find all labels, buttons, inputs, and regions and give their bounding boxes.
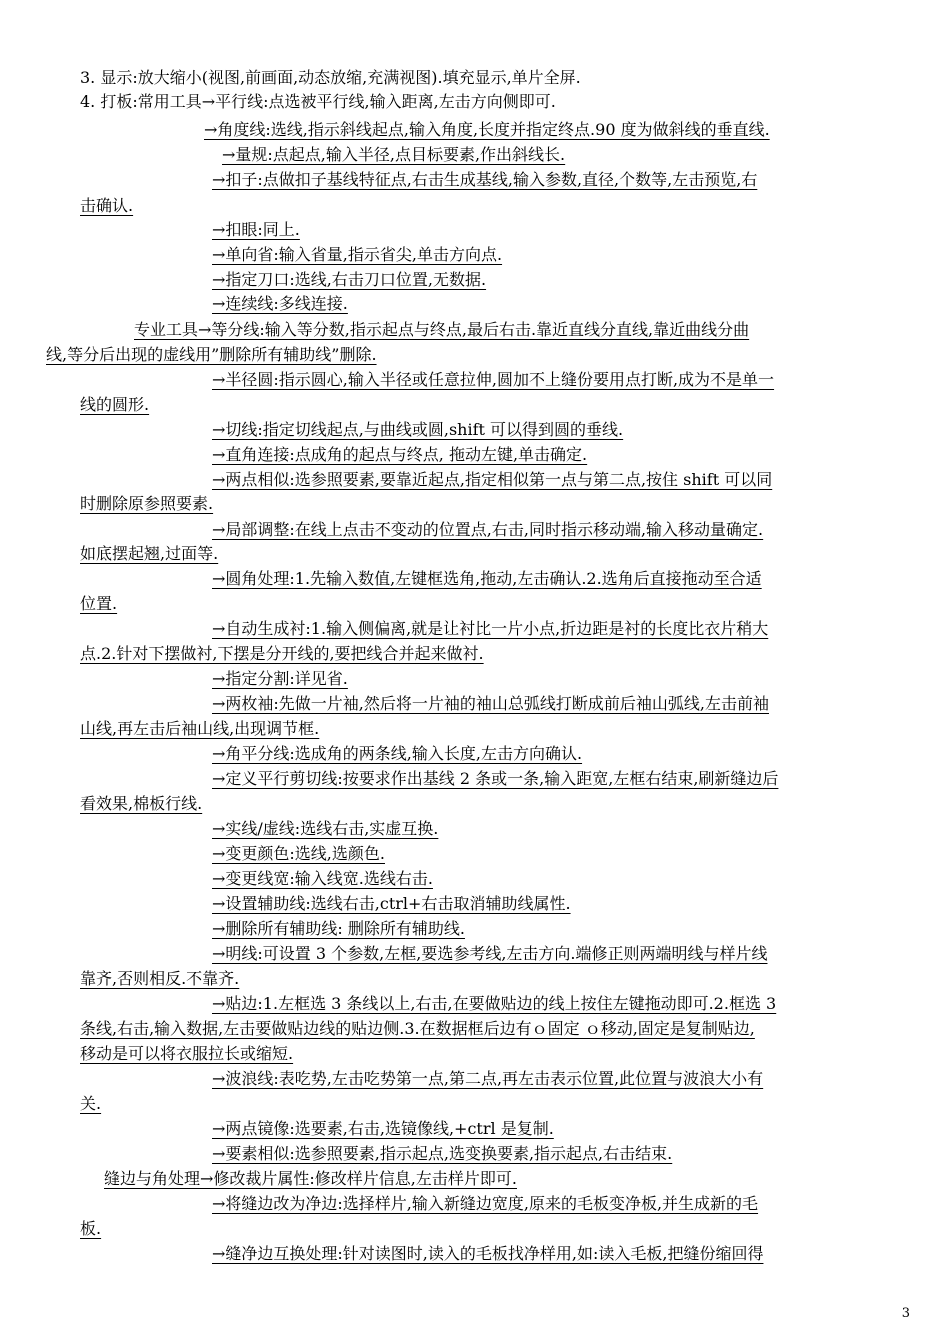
- text-line: →两点相似:选参照要素,要靠近起点,指定相似第一点与第二点,按住 shift 可以同: [212, 470, 773, 489]
- text-line: →实线/虚线:选线右击,实虚互换.: [212, 819, 439, 838]
- text-line: 关.: [80, 1094, 102, 1113]
- text-line: 3. 显示:放大缩小(视图,前画面,动态放缩,充满视图).填充显示,单片全屏.: [80, 68, 581, 87]
- text-line: 条线,右击,输入数据,左击要做贴边线的贴边侧.3.在数据框后边有ｏ固定 ｏ移动,固定是复制贴边,: [80, 1019, 755, 1038]
- text-line: 如底摆起翘,过面等.: [80, 544, 219, 563]
- text-line: →删除所有辅助线: 删除所有辅助线.: [212, 919, 465, 938]
- text-line: →局部调整:在线上点击不变动的位置点,右击,同时指示移动端,输入移动量确定.: [212, 520, 764, 539]
- text-line: →半径圆:指示圆心,输入半径或任意拉伸,圆加不上缝份要用点打断,成为不是单一: [212, 370, 775, 389]
- text-line: 线,等分后出现的虚线用”删除所有辅助线”删除.: [46, 345, 377, 364]
- text-line: →扣子:点做扣子基线特征点,右击生成基线,输入参数,直径,个数等,左击预览,右: [212, 170, 758, 189]
- text-line: 山线,再左击后袖山线,出现调节框.: [80, 719, 320, 738]
- text-line: →设置辅助线:选线右击,ctrl+右击取消辅助线属性.: [212, 894, 571, 913]
- text-line: →两点镜像:选要素,右击,选镜像线,+ctrl 是复制.: [212, 1119, 554, 1138]
- text-line: →变更线宽:输入线宽.选线右击.: [212, 869, 433, 888]
- text-line: 击确认.: [80, 196, 134, 215]
- text-line: →两枚袖:先做一片袖,然后将一片袖的袖山总弧线打断成前后袖山弧线,左击前袖: [212, 694, 769, 713]
- text-line: →圆角处理:1.先输入数值,左键框选角,拖动,左击确认.2.选角后直接拖动至合适: [212, 569, 762, 588]
- text-line: →变更颜色:选线,选颜色.: [212, 844, 385, 863]
- text-line: 看效果,棉板行线.: [80, 794, 203, 813]
- text-line: →定义平行剪切线:按要求作出基线 2 条或一条,输入距宽,左框右结束,刷新缝边后: [212, 769, 779, 788]
- text-line: →连续线:多线连接.: [212, 294, 348, 313]
- text-line: →指定分割:详见省.: [212, 669, 348, 688]
- text-line: 4. 打板:常用工具→平行线:点选被平行线,输入距离,左击方向侧即可.: [80, 92, 556, 111]
- text-line: 位置.: [80, 594, 118, 613]
- text-line: 缝边与角处理→修改裁片属性:修改样片信息,左击样片即可.: [104, 1169, 517, 1188]
- text-line: →量规:点起点,输入半径,点目标要素,作出斜线长.: [222, 145, 566, 164]
- text-line: →自动生成衬:1.输入侧偏离,就是让衬比一片小点,折边距是衬的长度比衣片稍大: [212, 619, 769, 638]
- text-line: →直角连接:点成角的起点与终点, 拖动左键,单击确定.: [212, 445, 588, 464]
- text-line: 专业工具→等分线:输入等分数,指示起点与终点,最后右击.靠近直线分直线,靠近曲线分曲: [134, 320, 750, 339]
- text-line: →贴边:1.左框选 3 条线以上,右击,在要做贴边的线上按住左键拖动即可.2.框选 3: [212, 994, 777, 1013]
- text-line: →要素相似:选参照要素,指示起点,选变换要素,指示起点,右击结束.: [212, 1144, 673, 1163]
- text-line: →将缝边改为净边:选择样片,输入新缝边宽度,原来的毛板变净板,并生成新的毛: [212, 1194, 759, 1213]
- page-number: 3: [901, 1306, 910, 1321]
- text-line: →扣眼:同上.: [212, 220, 300, 239]
- text-line: →指定刀口:选线,右击刀口位置,无数据.: [212, 270, 487, 289]
- text-line: →波浪线:表吃势,左击吃势第一点,第二点,再左击表示位置,此位置与波浪大小有: [212, 1069, 764, 1088]
- text-line: 板.: [80, 1219, 102, 1238]
- text-line: 点.2.针对下摆做衬,下摆是分开线的,要把线合并起来做衬.: [80, 644, 484, 663]
- text-line: 时删除原参照要素.: [80, 494, 214, 513]
- text-line: 线的圆形.: [80, 395, 150, 414]
- text-line: 靠齐,否则相反.不靠齐.: [80, 969, 240, 988]
- text-line: →缝净边互换处理:针对读图时,读入的毛板找净样用,如:读入毛板,把缝份缩回得: [212, 1244, 764, 1263]
- text-line: →角平分线:选成角的两条线,输入长度,左击方向确认.: [212, 744, 583, 763]
- text-line: →单向省:输入省量,指示省尖,单击方向点.: [212, 245, 503, 264]
- text-line: →明线:可设置 3 个参数,左框,要选参考线,左击方向.端修正则两端明线与样片线: [212, 944, 768, 963]
- text-line: →角度线:选线,指示斜线起点,输入角度,长度并指定终点.90 度为做斜线的垂直线.: [204, 120, 770, 139]
- text-line: 移动是可以将衣服拉长或缩短.: [80, 1044, 294, 1063]
- text-line: →切线:指定切线起点,与曲线或圆,shift 可以得到圆的垂线.: [212, 420, 624, 439]
